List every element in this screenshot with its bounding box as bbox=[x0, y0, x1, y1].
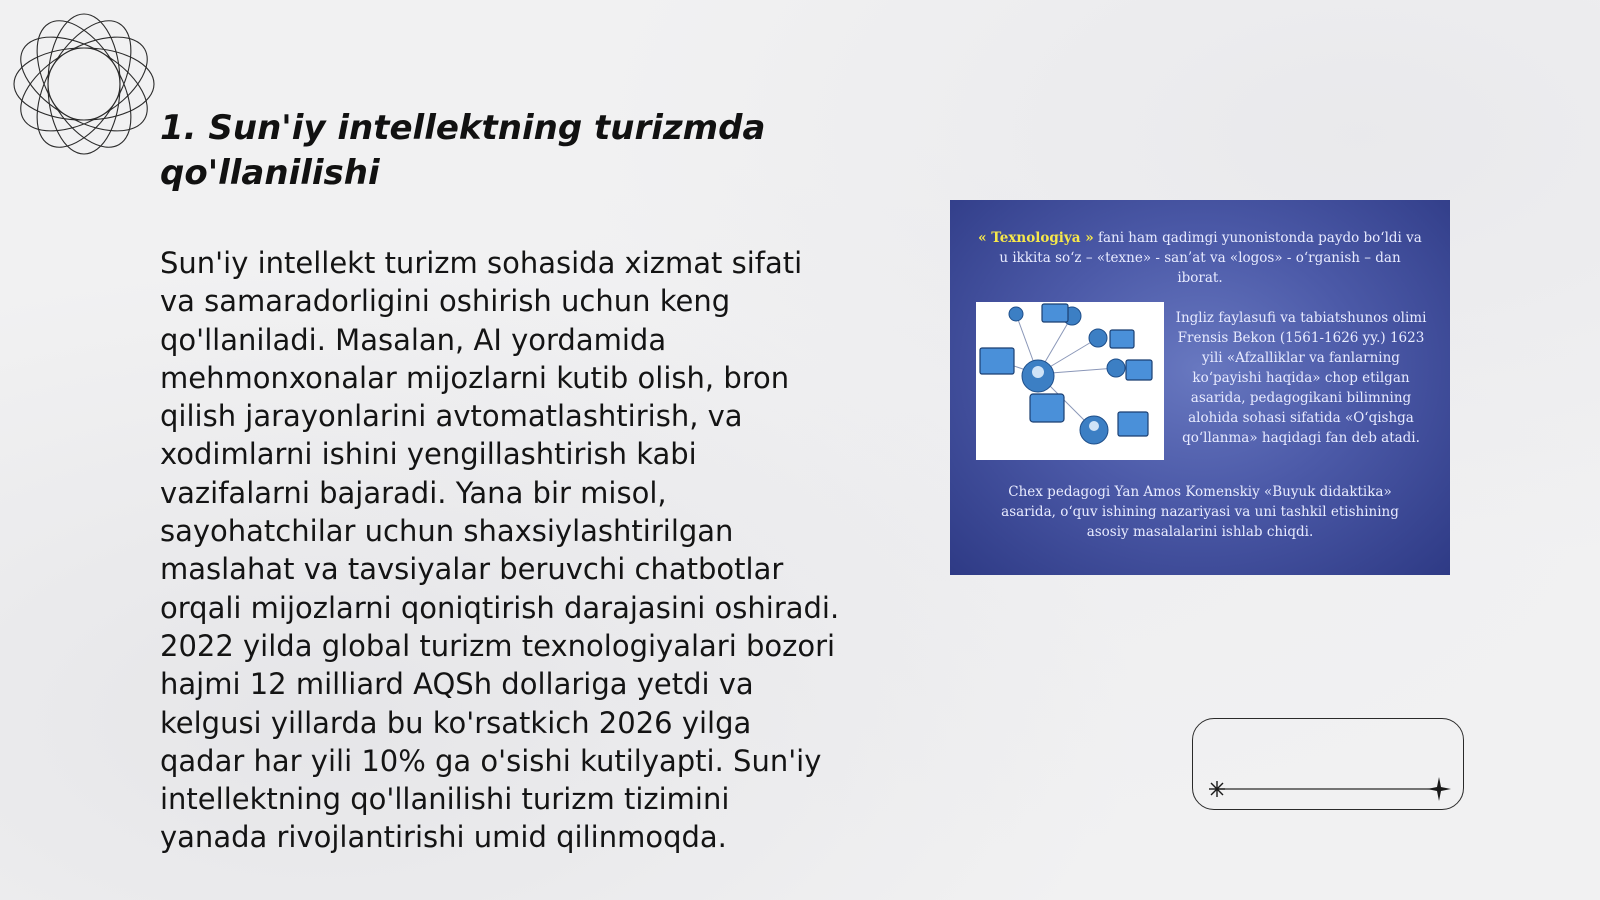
orbit-rings-icon bbox=[10, 10, 158, 158]
slide-title: 1. Sun'iy intellektning turizmda qo'llanilishi bbox=[160, 108, 766, 193]
embedded-paragraph-1 bbox=[978, 228, 1422, 288]
embedded-slide-image bbox=[950, 200, 1450, 575]
slide-body-text: Sun'iy intellekt turizm sohasida xizmat sifati va samaradorligini oshirish uchun keng qo'llaniladi. Masalan, AI yordamida mehmonxonalar mijozlarni kutib olish, bron qilish jarayonlarini avtomatlashtirish, va xodimlarni ishini yengillashtirish kabi vazifalarni bajaradi. Yana bir misol, sayohatchilar uchun shaxsiylashtirilgan maslahat va tavsiyalar beruvchi chatbotlar orqali mijozlarni qoniqtirish darajasini oshiradi. 2022 yilda global turizm texnologiyalari bozori hajmi 12 milliard AQSh dollariga yetdi va kelgusi yillarda bu ko'rsatkich 2026 yilga qadar har yili 10% ga o'sishi kutilyapti. Sun'iy intellektning qo'llanilishi turizm tizimini yanada rivojlantirishi umid qilinmoqda. bbox=[160, 246, 840, 855]
computer-network-icon bbox=[976, 302, 1164, 460]
decorative-slider-frame bbox=[1192, 718, 1464, 810]
embedded-highlight-term: « Texnologiya » bbox=[978, 230, 1094, 246]
plus-star-icon bbox=[1427, 777, 1451, 801]
sparkle-icon bbox=[1209, 781, 1225, 797]
embedded-paragraph-2: Ingliz faylasufi va tabiatshunos olimi Frensis Bekon (1561-1626 yy.) 1623 yili «Afzalliklar va fanlarning ko‘payishi haqida» chop etilgan asarida, pedagogikani bilimning alohida sohasi sifatida «O‘qishga qo‘llanma» haqidagi fan deb atadi. bbox=[1175, 310, 1427, 446]
embedded-paragraph-1-rest: fani ham qadimgi yunonistonda paydo bo‘ldi va u ikkita so‘z – «texne» - san’at va «logos» - o‘rganish – dan iborat. bbox=[999, 230, 1422, 286]
embedded-paragraph-3: Chex pedagogi Yan Amos Komenskiy «Buyuk didaktika» asarida, o‘quv ishining nazariyasi va uni tashkil etishining asosiy masalalarini ishlab chiqdi. bbox=[1001, 484, 1399, 540]
